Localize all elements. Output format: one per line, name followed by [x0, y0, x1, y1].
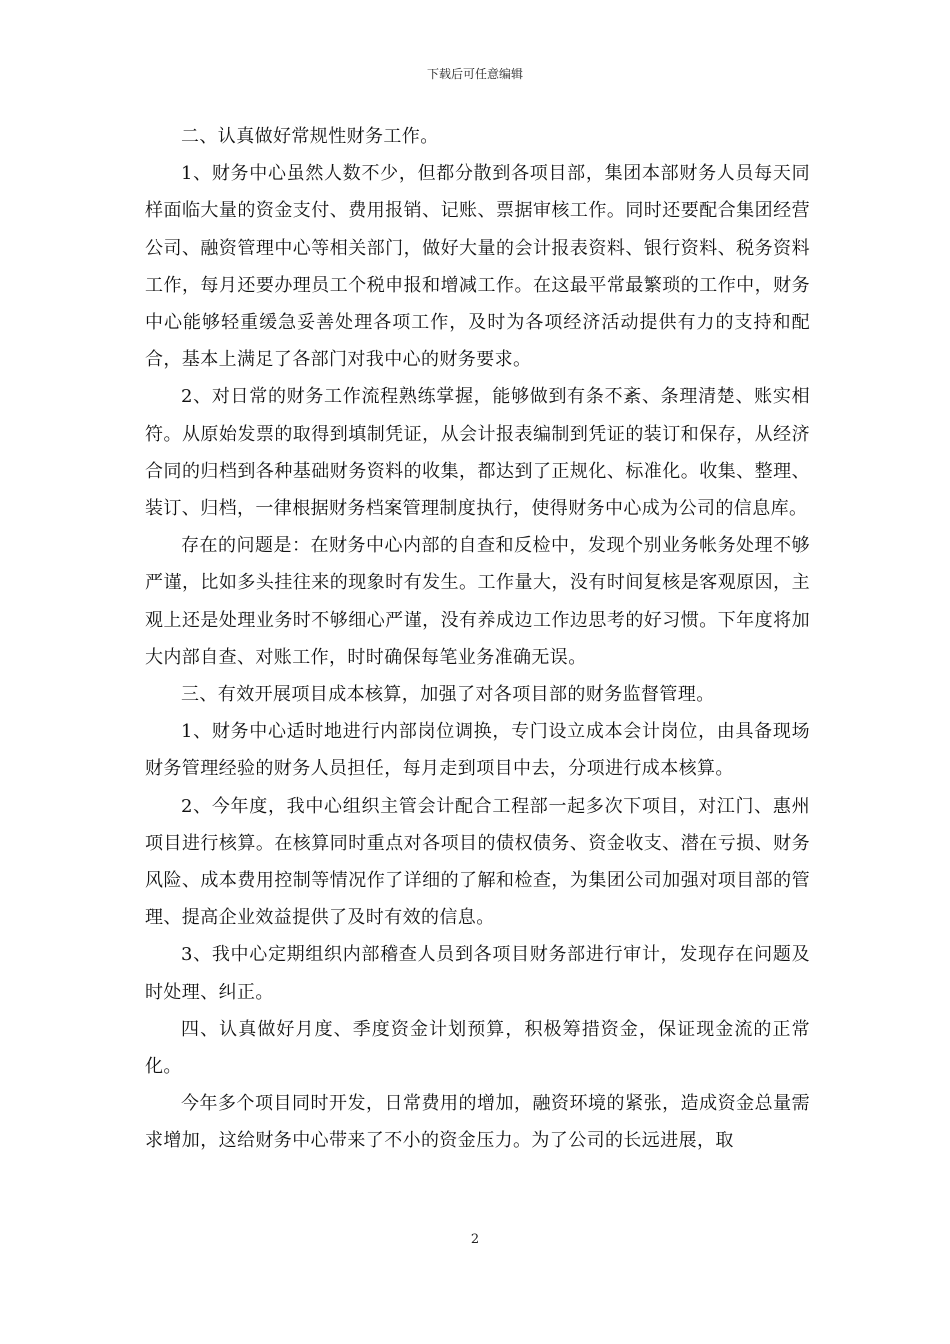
paragraph: 2、今年度，我中心组织主管会计配合工程部一起多次下项目，对江门、惠州项目进行核算。在核算同时重点对各项目的债权债务、资金收支、潜在亏损、财务风险、成本费用控制等情况作了详细的了解和检查，为集团公司加强对项目部的管理、提高企业效益提供了及时有效的信息。: [145, 795, 810, 929]
paragraph: 3、我中心定期组织内部稽查人员到各项目财务部进行审计，发现存在问题及时处理、纠正。: [145, 944, 810, 1003]
section-heading-2: 二、认真做好常规性财务工作。: [181, 126, 439, 147]
paragraph: 存在的问题是：在财务中心内部的自查和反检中，发现个别业务帐务处理不够严谨，比如多头挂往来的现象时有发生。工作量大，没有时间复核是客观原因，主观上还是处理业务时不够细心严谨，没有养成边工作边思考的好习惯。下年度将加大内部自查、对账工作，时时确保每笔业务准确无误。: [145, 535, 810, 668]
paragraph: 今年多个项目同时开发，日常费用的增加，融资环境的紧张，造成资金总量需求增加，这给财务中心带来了不小的资金压力。为了公司的长远进展，取: [145, 1093, 810, 1152]
page-header: 下载后可任意编辑: [426, 67, 523, 81]
section-heading-3: 三、有效开展项目成本核算，加强了对各项目部的财务监督管理。: [181, 684, 715, 706]
section-heading-4: 四、认真做好月度、季度资金计划预算，积极筹措资金，保证现金流的正常化。: [145, 1018, 810, 1078]
paragraph: 1、财务中心适时地进行内部岗位调换，专门设立成本会计岗位，由具备现场财务管理经验的财务人员担任，每月走到项目中去，分项进行成本核算。: [145, 721, 810, 780]
document-body: [145, 118, 810, 1160]
page-number: 2: [470, 1232, 480, 1247]
paragraph: 1、财务中心虽然人数不少，但都分散到各项目部，集团本部财务人员每天同样面临大量的资金支付、费用报销、记账、票据审核工作。同时还要配合集团经营公司、融资管理中心等相关部门，做好大量的会计报表资料、银行资料、税务资料工作，每月还要办理员工个税申报和增减工作。在这最平常最繁琐的工作中，财务中心能够轻重缓急妥善处理各项工作，及时为各项经济活动提供有力的支持和配合，基本上满足了各部门对我中心的财务要求。: [145, 163, 810, 371]
paragraph: 2、对日常的财务工作流程熟练掌握，能够做到有条不紊、条理清楚、账实相符。从原始发票的取得到填制凭证，从会计报表编制到凭证的装订和保存，从经济合同的归档到各种基础财务资料的收集，都达到了正规化、标准化。收集、整理、装订、归档，一律根据财务档案管理制度执行，使得财务中心成为公司的信息库。: [145, 386, 810, 520]
